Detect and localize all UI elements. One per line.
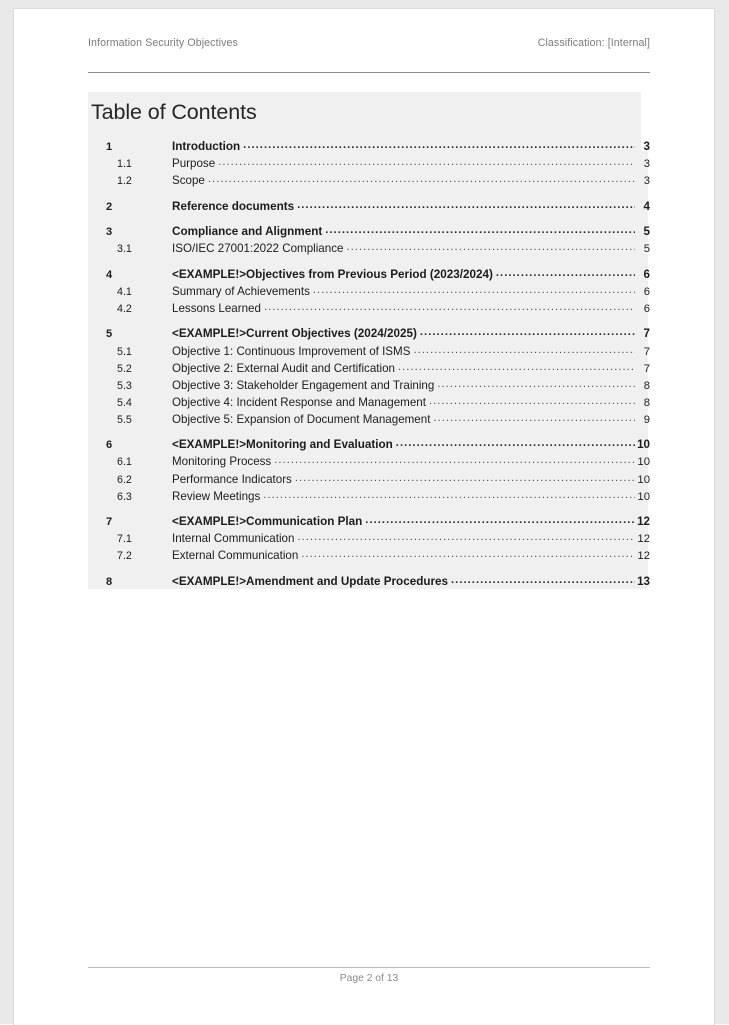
toc-entry-page-number: 7 [643, 345, 650, 358]
toc-entry-title: Performance Indicators [172, 472, 292, 486]
toc-entry-number: 5.1 [117, 345, 132, 358]
toc-entry-title: Monitoring Process [172, 455, 272, 469]
toc-entry-title: Scope [172, 174, 205, 188]
toc-dot-leader [325, 220, 635, 238]
toc-entry-number: 1.2 [117, 175, 132, 188]
toc-entry-page-number: 8 [643, 379, 650, 392]
toc-entry-number: 5.2 [117, 362, 132, 375]
toc-entry-page-number: 10 [637, 473, 650, 486]
header-divider-rule [88, 72, 650, 73]
toc-entry-title: Introduction [172, 140, 241, 153]
document-page [14, 9, 714, 1025]
toc-entry-number: 5.5 [117, 413, 132, 426]
toc-entry-page-number: 3 [643, 158, 650, 171]
toc-entry-page-number: 7 [643, 327, 650, 341]
toc-entry-title: Objective 5: Expansion of Document Management [172, 412, 431, 426]
toc-dot-leader [365, 510, 635, 528]
toc-entry-number: 6.1 [117, 456, 132, 469]
toc-entry-title: Internal Communication [172, 532, 295, 546]
footer-page-number: Page 2 of 13 [339, 973, 399, 984]
toc-entry-page-number: 10 [637, 490, 650, 503]
toc-entry-title: Objective 2: External Audit and Certification [172, 361, 395, 375]
toc-entry-number: 7.2 [117, 550, 132, 563]
toc-dot-leader [297, 195, 635, 213]
toc-entry-title: Review Meetings [172, 489, 261, 503]
toc-dot-leader [264, 297, 635, 315]
running-header [88, 37, 650, 49]
toc-entry-number: 3.1 [117, 243, 132, 256]
toc-entry-number: 2 [106, 200, 113, 213]
toc-entry-page-number: 9 [643, 413, 650, 426]
toc-entry-title: ISO/IEC 27001:2022 Compliance [172, 242, 344, 256]
toc-entry-page-number: 12 [637, 533, 650, 546]
footer-divider-rule [88, 967, 650, 968]
toc-entry-title: Summary of Achievements [172, 284, 310, 298]
toc-entry[interactable] [88, 197, 650, 214]
toc-entry-number: 7 [106, 516, 113, 529]
toc-entry-number: 8 [106, 575, 113, 588]
toc-entry-number: 3 [106, 226, 113, 239]
toc-entry-title: Compliance and Alignment [172, 225, 323, 239]
toc-entry-number: 7.1 [117, 533, 132, 546]
toc-entry-number: 6.3 [117, 490, 132, 503]
toc-entry-page-number: 6 [643, 285, 650, 298]
toc-dot-leader [243, 135, 635, 153]
toc-dot-leader [451, 570, 635, 588]
toc-entry[interactable] [88, 410, 650, 427]
toc-entry[interactable] [88, 487, 650, 504]
toc-entry-page-number: 7 [643, 362, 650, 375]
toc-entry-page-number: 10 [637, 456, 650, 469]
toc-dot-leader [420, 322, 635, 340]
toc-entry-title: <EXAMPLE!>Current Objectives (2024/2025) [172, 327, 417, 341]
toc-entry-title: <EXAMPLE!>Amendment and Update Procedures [172, 574, 449, 588]
toc-entry-number: 5.4 [117, 396, 132, 409]
toc-heading: Table of Contents [91, 100, 257, 124]
toc-entry-number: 6 [106, 439, 113, 452]
toc-dot-leader [263, 485, 635, 503]
toc-dot-leader [301, 544, 635, 562]
toc-entry-page-number: 6 [643, 302, 650, 315]
toc-entry-page-number: 13 [637, 574, 650, 588]
toc-entry[interactable] [88, 299, 650, 316]
toc-entry[interactable] [88, 239, 650, 256]
header-classification: Classification: [Internal] [537, 37, 650, 49]
toc-dot-leader [413, 340, 635, 358]
toc-entry-page-number: 5 [643, 225, 650, 239]
toc-entry-title: Lessons Learned [172, 301, 261, 315]
toc-dot-leader [218, 152, 635, 170]
toc-entry-page-number: 5 [643, 243, 650, 256]
toc-entry-title: Objective 1: Continuous Improvement of ISMS [172, 344, 411, 358]
toc-entry-title: External Communication [172, 549, 299, 563]
toc-entry[interactable] [88, 546, 650, 563]
toc-entry-number: 4.2 [117, 302, 132, 315]
toc-entry-number: 5 [106, 328, 113, 341]
toc-entry-title: Purpose [172, 157, 216, 171]
toc-entry-title: Reference documents [172, 199, 295, 213]
toc-entry-number: 4.1 [117, 285, 132, 298]
toc-entry-title: <EXAMPLE!>Monitoring and Evaluation [172, 438, 393, 452]
toc-dot-leader [274, 450, 635, 468]
toc-entry-page-number: 10 [637, 438, 650, 452]
toc-entry-page-number: 3 [643, 175, 650, 188]
toc-entry-page-number: 8 [643, 396, 650, 409]
toc-entry-page-number: 12 [637, 550, 650, 563]
toc-entry-page-number: 4 [643, 199, 650, 213]
toc-entry-number: 4 [106, 268, 113, 281]
toc-entry[interactable] [88, 572, 650, 589]
toc-dot-leader [396, 433, 635, 451]
toc-entry-list [88, 137, 650, 589]
toc-entry-page-number: 3 [643, 140, 650, 153]
toc-entry-number: 6.2 [117, 473, 132, 486]
toc-entry[interactable] [88, 171, 650, 188]
toc-entry-title: Objective 3: Stakeholder Engagement and Training [172, 378, 435, 392]
toc-dot-leader [398, 357, 635, 375]
toc-dot-leader [295, 468, 635, 486]
toc-entry-title: Objective 4: Incident Response and Management [172, 395, 426, 409]
toc-entry-page-number: 12 [637, 515, 650, 529]
toc-entry-number: 5.3 [117, 379, 132, 392]
toc-entry-title: <EXAMPLE!>Communication Plan [172, 515, 363, 529]
toc-entry-number: 1.1 [117, 158, 132, 171]
header-document-title: Information Security Objectives [88, 37, 238, 49]
toc-dot-leader [429, 391, 635, 409]
toc-entry-number: 1 [106, 141, 113, 153]
toc-entry-title: <EXAMPLE!>Objectives from Previous Period (2023/2024) [172, 267, 493, 281]
toc-dot-leader [297, 527, 635, 545]
running-footer [88, 973, 650, 984]
toc-dot-leader [433, 408, 635, 426]
toc-dot-leader [313, 280, 635, 298]
toc-entry-page-number: 6 [643, 267, 650, 281]
toc-dot-leader [346, 237, 635, 255]
toc-dot-leader [496, 263, 635, 281]
toc-dot-leader [208, 169, 635, 187]
toc-dot-leader [437, 374, 635, 392]
